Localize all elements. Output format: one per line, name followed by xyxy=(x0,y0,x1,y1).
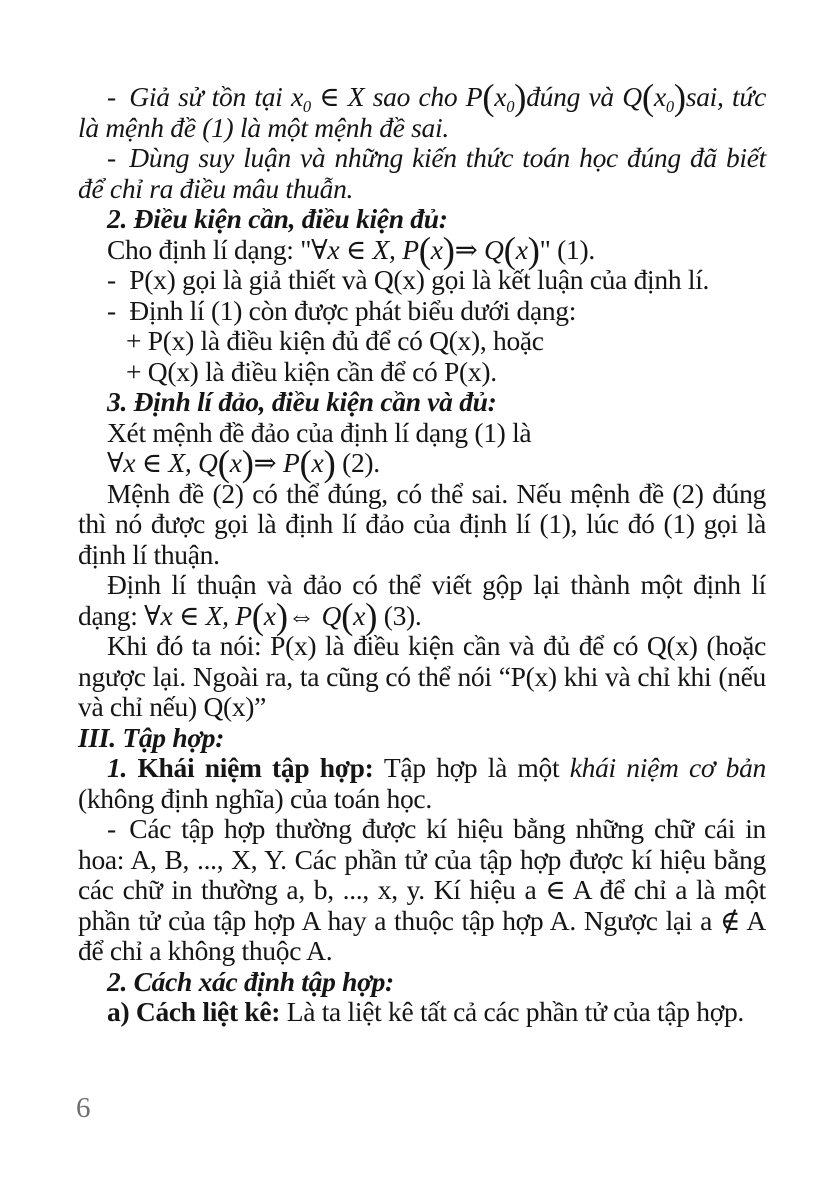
text-run: ∈ X xyxy=(310,81,373,112)
para-theorem-form xyxy=(78,229,766,271)
heading-dinh-li-dao xyxy=(78,387,766,418)
text-run: ) xyxy=(442,229,455,271)
text-run: x xyxy=(229,447,242,478)
text-run: 2. Điều kiện cần, điều kiện đủ: xyxy=(107,203,448,234)
text-run: Tập hợp là một xyxy=(383,752,570,783)
text-run: + P(x) là điều kiện đủ để có Q(x), hoặc xyxy=(126,325,544,356)
text-run: 2. Cách xác định tập hợp: xyxy=(107,965,394,997)
text-run: Là ta liệt kê tất cả các phần tử của tập hợp. xyxy=(286,996,744,1027)
text-run: x xyxy=(353,599,366,631)
para-khai-niem-tap-hop xyxy=(78,753,766,814)
text-run: + Q(x) là điều kiện cần để có P(x). xyxy=(126,355,497,387)
para-xet-menh-de-dao xyxy=(78,418,766,449)
text-run: - Định lí (1) còn được phát biểu dưới dạng: xyxy=(107,294,577,326)
text-run: Mệnh đề (2) có thể đúng, có thể sai. Nếu mệnh đề (2) đúng thì nó được gọi là định lí đảo của định lí (1), lúc đó (1) gọi là định lí thuận. xyxy=(78,477,766,570)
text-run: III. Tập hợp: xyxy=(78,721,225,753)
text-run: Khái niệm tập hợp: xyxy=(137,752,384,783)
text-run: 0 xyxy=(665,96,674,116)
text-run: khái niệm cơ bản xyxy=(569,752,766,783)
text-run: - Dùng suy luận và những kiến thức toán học đúng đã biết để chỉ ra điều mâu thuẫn. xyxy=(78,142,766,204)
bullet-gia-thiet-ket-luan xyxy=(78,265,766,296)
para-khi-do-ta-noi xyxy=(78,631,766,723)
text-run: - P(x) gọi là giả thiết và Q(x) gọi là kết luận của định lí. xyxy=(107,264,710,295)
text-run: x xyxy=(494,81,507,112)
heading-tap-hop xyxy=(78,723,766,754)
text-run: (2). xyxy=(335,447,380,478)
text-run: ∀x ∈ X, P xyxy=(144,599,252,631)
text-content xyxy=(78,77,766,1028)
para-gop-dinh-li xyxy=(78,569,766,637)
text-run: ( xyxy=(418,229,431,271)
text-run: x xyxy=(515,233,528,265)
bullet-ki-hieu-tap-hop xyxy=(78,814,766,967)
text-run: " (1). xyxy=(539,233,595,265)
text-run: ) xyxy=(527,229,540,271)
text-run: Cho định lí dạng: " xyxy=(107,233,312,265)
para-cach-liet-ke xyxy=(78,997,766,1028)
text-run: Xét mệnh đề đảo của định lí dạng (1) là xyxy=(107,416,532,448)
text-run: (3). xyxy=(377,599,422,631)
text-run: x xyxy=(263,599,276,631)
text-run: - Giả sử tồn tại xyxy=(107,81,291,112)
text-run: a) Cách liệt kê: xyxy=(107,996,287,1027)
text-run: Q xyxy=(622,81,642,112)
text-run: Định lí thuận và đảo có thể viết gộp lại thành một định lí dạng: xyxy=(78,569,766,631)
text-run: sai, tức là mệnh đề (1) là một mệnh đề sai. xyxy=(78,81,766,143)
text-run: P xyxy=(465,81,483,112)
text-run: x xyxy=(290,81,303,112)
text-run: x xyxy=(653,81,666,112)
text-run: ( xyxy=(217,443,230,485)
para-proof-assume xyxy=(78,77,766,143)
text-run: 0 xyxy=(506,96,515,116)
text-run: ∀x ∈ X, Q xyxy=(107,447,218,478)
text-run: 1. xyxy=(107,752,138,783)
text-run: (không định nghĩa) của toán học. xyxy=(78,782,432,814)
bullet-phat-bieu xyxy=(78,296,766,327)
text-run: 0 xyxy=(302,96,311,116)
page-number: 6 xyxy=(76,1092,91,1124)
para-formula-2 xyxy=(78,443,766,485)
heading-cach-xac-dinh xyxy=(78,967,766,998)
para-proof-reasoning xyxy=(78,143,766,204)
text-run: ( xyxy=(299,443,312,485)
text-run: x xyxy=(311,447,324,478)
text-run: ) xyxy=(514,77,527,119)
text-run: ∀x ∈ X, P xyxy=(311,233,419,265)
text-run: ( xyxy=(341,595,354,637)
text-run: ) xyxy=(365,595,378,637)
text-run: sao cho xyxy=(372,81,466,112)
text-run: Khi đó ta nói: P(x) là điều kiện cần và đủ để có Q(x) (hoặc ngược lại. Ngoài ra, ta cũng có thể nói “P(x) khi và chỉ khi (nếu và chỉ nếu) Q(x)” xyxy=(78,630,766,722)
text-run: ( xyxy=(482,77,495,119)
text-run: ⇒ Q xyxy=(454,233,504,265)
text-run: ⇔ Q xyxy=(287,599,342,631)
plus-dieu-kien-can xyxy=(78,357,766,388)
text-run: ( xyxy=(251,595,264,637)
text-run: 3. Định lí đảo, điều kiện cần và đủ: xyxy=(107,386,497,417)
text-run: ) xyxy=(275,595,288,637)
text-run: ) xyxy=(241,443,254,485)
para-menh-de-2 xyxy=(78,479,766,571)
plus-dieu-kien-du xyxy=(78,326,766,357)
text-run: x xyxy=(430,233,443,265)
text-run: ) xyxy=(323,443,336,485)
text-run: ⇒ P xyxy=(253,447,300,478)
text-run: ( xyxy=(503,229,516,271)
text-run: ( xyxy=(641,77,654,119)
text-run: - Các tập hợp thường được kí hiệu bằng những chữ cái in hoa: A, B, ..., X, Y. Các phần tử của tập hợp được kí hiệu bằng các chữ in thường a, b, ..., x, y. Kí hiệu a ∈ A để chỉ a là một phần tử của tập hợp A hay a thuộc tập hợp A. Ngược lại a ∉ A để chỉ a không thuộc A. xyxy=(78,813,766,966)
text-run: ) xyxy=(673,77,686,119)
text-run: đúng và xyxy=(526,81,623,112)
